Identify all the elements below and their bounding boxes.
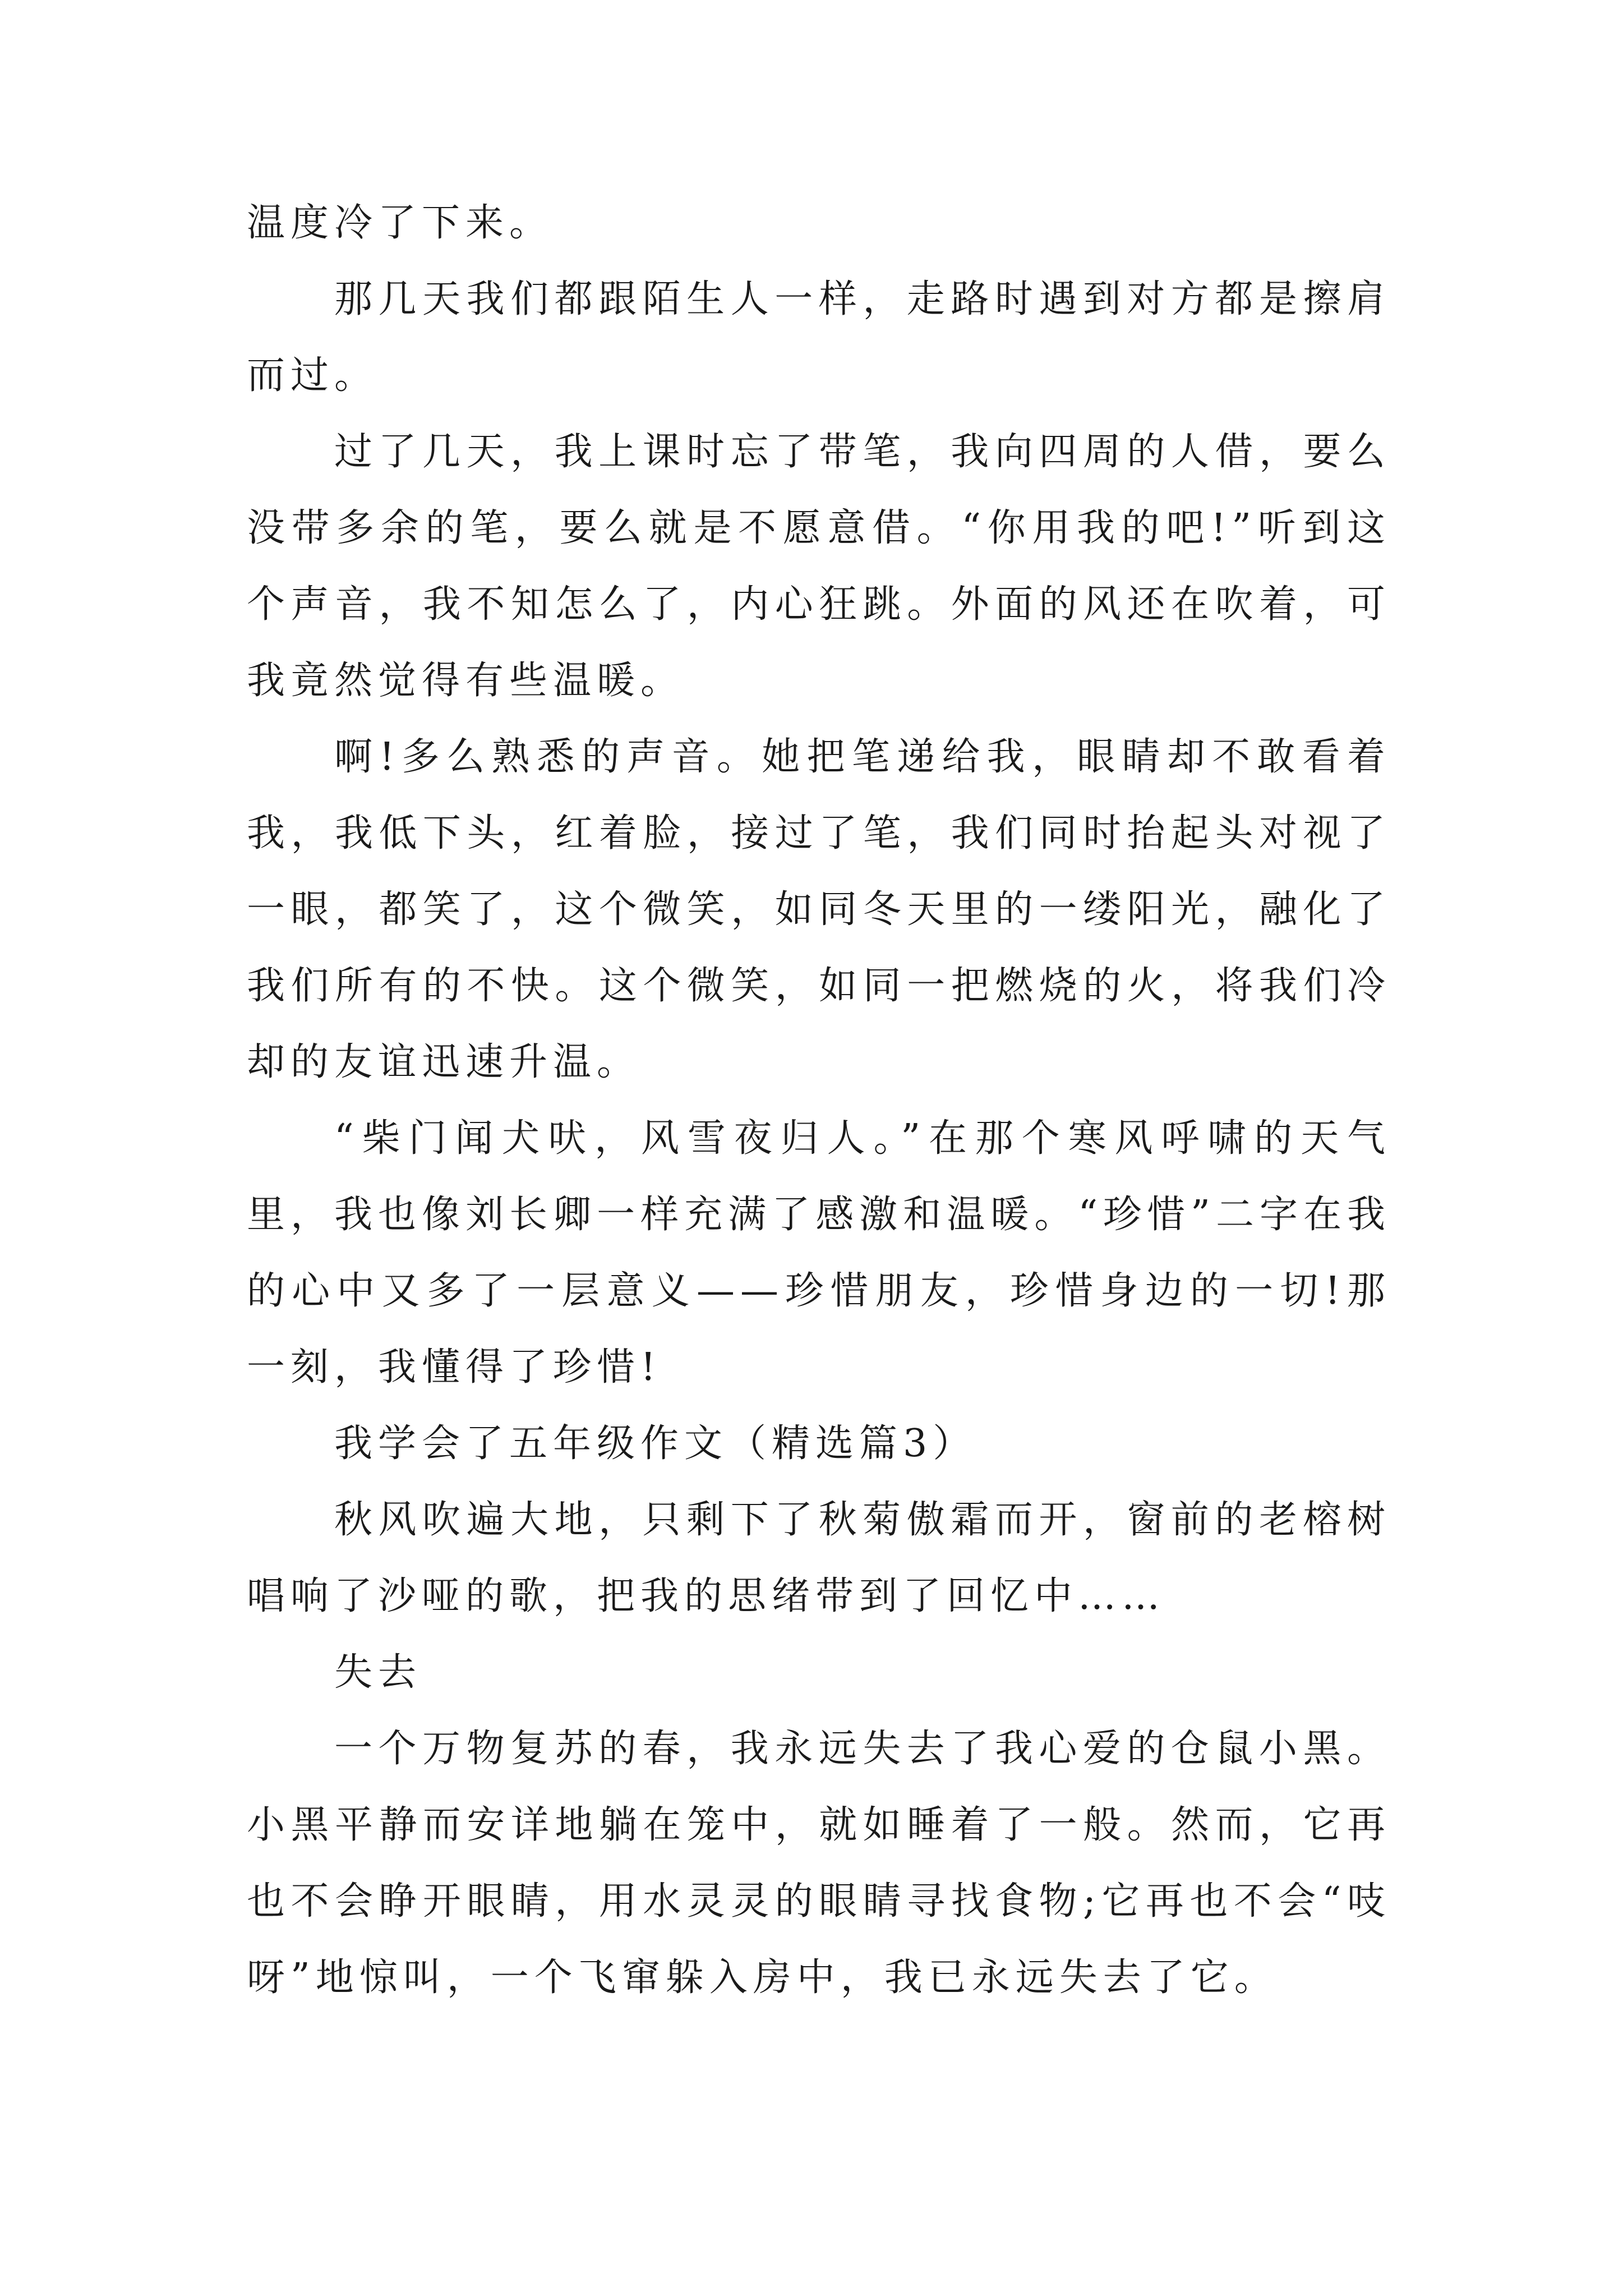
- paragraph-5: “柴门闻犬吠，风雪夜归人。”在那个寒风呼啸的天气里，我也像刘长卿一样充满了感激和温暖。“珍惜”二字在我的心中又多了一层意义——珍惜朋友，珍惜身边的一切!那一刻，我懂得了珍惜!: [247, 1116, 1391, 1389]
- paragraph-3: 过了几天，我上课时忘了带笔，我向四周的人借，要么没带多余的笔，要么就是不愿意借。“你用我的吧!”听到这个声音，我不知怎么了，内心狂跳。外面的风还在吹着，可我竟然觉得有些温暖。: [247, 430, 1391, 703]
- paragraph-7: 一个万物复苏的春，我永远失去了我心爱的仓鼠小黑。小黑平静而安详地躺在笼中，就如睡着了一般。然而，它再也不会睁开眼睛，用水灵灵的眼睛寻找食物;它再也不会“吱呀”地惊叫，一个飞窜躲入房中，我已永远失去了它。: [247, 1727, 1391, 2000]
- paragraph-6: 秋风吹遍大地，只剩下了秋菊傲霜而开，窗前的老榕树唱响了沙哑的歌，把我的思绪带到了回忆中……: [247, 1498, 1391, 1618]
- paragraph-4: 啊!多么熟悉的声音。她把笔递给我，眼睛却不敢看着我，我低下头，红着脸，接过了笔，我们同时抬起头对视了一眼，都笑了，这个微笑，如同冬天里的一缕阳光，融化了我们所有的不快。这个微笑，如同一把燃烧的火，将我们冷却的友谊迅速升温。: [247, 735, 1391, 1084]
- section-title: 我学会了五年级作文（精选篇3）: [334, 1421, 977, 1466]
- paragraph-1: 温度冷了下来。: [247, 201, 554, 245]
- article-body: [247, 185, 1391, 2016]
- paragraph-2: 那几天我们都跟陌生人一样，走路时遇到对方都是擦肩而过。: [247, 277, 1391, 398]
- subsection-title: 失去: [334, 1650, 422, 1695]
